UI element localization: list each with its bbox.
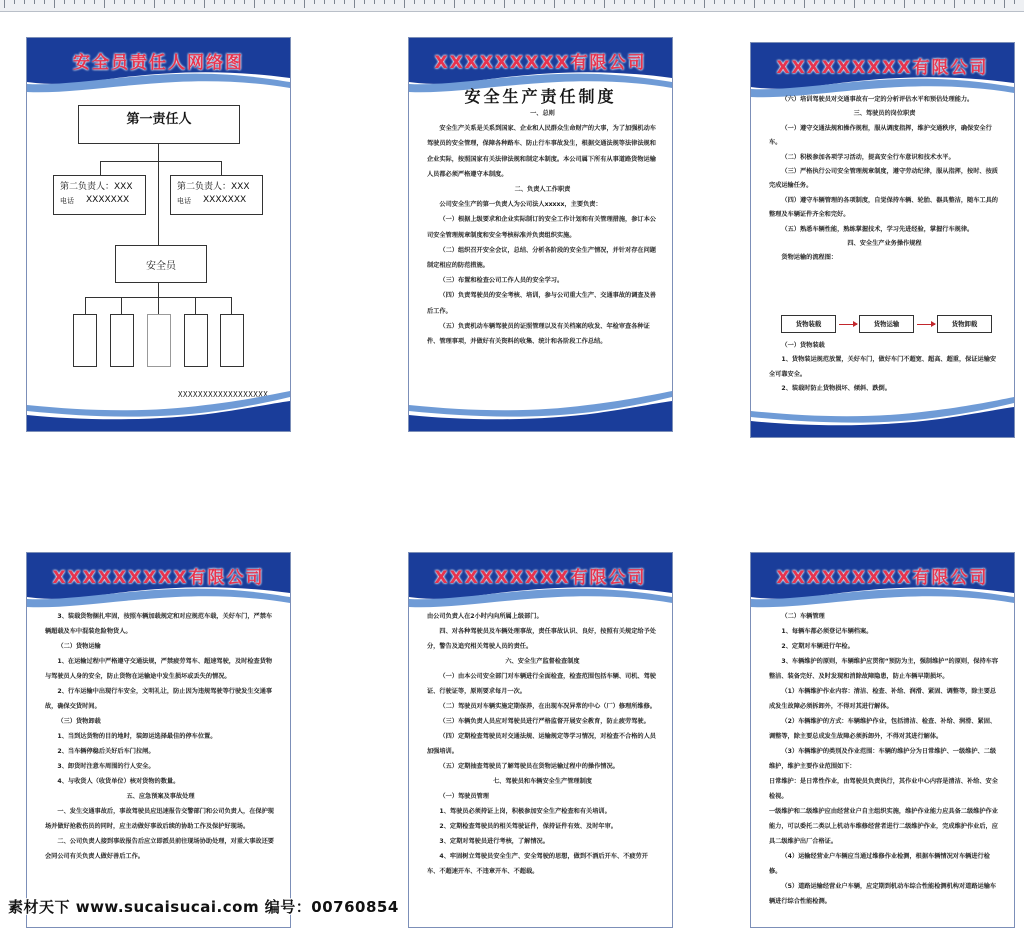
paragraph: 2、当车辆停稳后关好后车门拉闸。 <box>57 748 155 755</box>
paragraph: （五）负责机动车辆驾驶员的证照管理以及有关档案的收发、年检审查各种证件、管理事项，并做好有关资料的收集、统计和各阶段工作总结。 <box>427 322 650 346</box>
member-box <box>184 314 208 367</box>
ruler-tick <box>1004 0 1005 8</box>
ruler-tick <box>404 0 405 8</box>
ruler-tick <box>514 0 515 4</box>
ruler-tick <box>544 0 545 4</box>
paragraph: 2、装载时防止货物损坏、倾斜、跌倒。 <box>781 385 891 393</box>
connector-line <box>195 297 196 314</box>
paragraph: 3、装载货物捆扎牢固，按照车辆加载规定和对应规范车载，关好车门，严禁车辆超载及车中混装危险物货人。 <box>45 613 273 635</box>
ruler-tick <box>234 0 235 4</box>
paragraph: 一级维护和二级维护应由经营业户自主组织实施，维护作业能力应具备二级维护作业能力，可以委托二类以上机动车维修经营者进行二级维护作业，完成维护作业后，应具二级维护出厂合格证。 <box>769 808 998 845</box>
ruler-tick <box>994 0 995 4</box>
flow-arrow <box>839 324 857 325</box>
paragraph: （4）运输经营业户车辆应当通过维修作业检测，根据车辆情况对车辆进行检修。 <box>769 853 990 875</box>
body-text <box>769 339 1000 397</box>
ruler-tick <box>334 0 335 4</box>
paragraph: （六）培训驾驶员对交通事故有一定的分析评估水平和预估处理能力。 <box>781 96 974 103</box>
footer-band <box>409 385 672 431</box>
paragraph: （三）货物卸载 <box>57 718 101 725</box>
panel-transport-rules <box>26 552 291 928</box>
flow-arrow <box>917 324 935 325</box>
paragraph: （四）定期检查驾驶员对交通法规、运输规定等学习情况，对检查不合格的人员加强培训。 <box>427 733 656 755</box>
ruler-tick <box>414 0 415 4</box>
ruler-tick <box>834 0 835 4</box>
ruler-tick <box>134 0 135 4</box>
ruler-tick <box>624 0 625 4</box>
panel-driver-duties <box>750 42 1015 438</box>
ruler-tick <box>684 0 685 4</box>
ruler-tick <box>594 0 595 4</box>
ruler-tick <box>854 0 855 8</box>
deputy-left-name: 第二负责人：XXX <box>60 182 133 192</box>
paragraph: 1、每辆车都必须登记车辆档案。 <box>781 628 873 635</box>
paragraph: 公司安全生产的第一负责人为公司法人xxxxx，主要负责： <box>439 201 602 209</box>
connector-line <box>231 297 232 314</box>
paragraph: （三）严格执行公司安全管理规章制度，遵守劳动纪律，服从指挥，按时、按质完成运输任务。 <box>769 168 998 190</box>
deputy-right-phone: XXXXXXX <box>203 195 247 205</box>
ruler-tick <box>734 0 735 4</box>
ruler-tick <box>814 0 815 4</box>
watermark-text: 素材天下 www.sucaisucai.com 编号：00760854 <box>8 898 399 916</box>
ruler-tick <box>654 0 655 8</box>
body-text <box>45 609 276 864</box>
paragraph: 三、驾驶员的岗位职责 <box>853 110 916 118</box>
flow-step-transport: 货物运输 <box>859 315 914 333</box>
paragraph: （四）负责驾驶员的安全考核、培训，参与公司重大生产、交通事故的调查及善后工作。 <box>427 292 656 315</box>
ruler-tick <box>14 0 15 4</box>
ruler-tick <box>674 0 675 4</box>
paragraph: （四）遵守车辆管理的各项制度，自觉保持车辆、轮胎、器具整洁，随车工具的整理及车辆证件齐全和完好。 <box>769 196 998 219</box>
member-box <box>110 314 134 367</box>
ruler-tick <box>754 0 755 8</box>
paragraph: （二）货物运输 <box>57 643 101 650</box>
footer-band <box>751 391 1014 437</box>
paragraph: 1、货物装运规范放置，关好车门，做好车门不超宽、超高、超重，保证运输安全可靠安全。 <box>769 356 997 378</box>
paragraph: 四、对各种驾驶员及车辆处理事故，责任事故认识、良好，按照有关规定给予处分，警告及追究相关驾驶人员的责任。 <box>427 628 656 650</box>
ruler-tick <box>874 0 875 4</box>
paragraph: （二）组织召开安全会议，总结、分析各阶段的安全生产情况，并针对存在问题制定相应的防范措施。 <box>427 246 656 270</box>
ruler-tick <box>54 0 55 8</box>
panel-title: XXXXXXXXX有限公司 <box>52 568 265 588</box>
ruler-tick <box>704 0 705 8</box>
ruler-tick <box>564 0 565 4</box>
ruler-tick <box>84 0 85 4</box>
paragraph: 七、驾驶员和车辆安全生产管理制度 <box>493 778 592 785</box>
connector-line <box>121 297 122 314</box>
ruler-tick <box>294 0 295 4</box>
panel-responsibility-system <box>408 37 673 432</box>
paragraph: （二）车辆管理 <box>781 613 825 620</box>
footer-band <box>27 385 290 431</box>
paragraph: 二、负责人工作职责 <box>514 186 571 194</box>
deputy-left-phone: XXXXXXX <box>86 195 130 205</box>
ruler-tick <box>394 0 395 4</box>
connector-line <box>158 144 159 162</box>
ruler-tick <box>884 0 885 4</box>
panel-title: 安全员责任人网络图 <box>73 53 244 73</box>
ruler-tick <box>694 0 695 4</box>
paragraph: （一）驾驶员管理 <box>439 793 489 800</box>
ruler-tick <box>24 0 25 4</box>
ruler-tick <box>574 0 575 4</box>
member-box <box>147 314 171 367</box>
ruler-tick <box>274 0 275 4</box>
ruler-tick <box>954 0 955 8</box>
panel-title: XXXXXXXXX有限公司 <box>776 568 989 588</box>
ruler-tick <box>354 0 355 8</box>
ruler-tick <box>374 0 375 4</box>
ruler-tick <box>214 0 215 4</box>
ruler-tick <box>724 0 725 4</box>
ruler-tick <box>924 0 925 4</box>
ruler-tick <box>224 0 225 4</box>
ruler-tick <box>604 0 605 8</box>
ruler-tick <box>324 0 325 4</box>
ruler-tick <box>44 0 45 4</box>
ruler-tick <box>144 0 145 4</box>
ruler-tick <box>774 0 775 4</box>
ruler-tick <box>114 0 115 4</box>
paragraph: 1、在运输过程中严格遵守交通法规，严禁疲劳驾车、超速驾驶，及时检查货物与驾驶员人身的安全，防止货物在运输途中发生损坏或丢失的情况。 <box>45 658 273 680</box>
panel-safety-network <box>26 37 291 432</box>
ruler-tick <box>164 0 165 4</box>
panel-title: XXXXXXXXX有限公司 <box>776 58 989 78</box>
paragraph: 2、定期检查驾驶员的相关驾驶证件，保持证件有效、及时年审。 <box>439 823 617 830</box>
paragraph: （三）布置和检查公司工作人员的安全学习。 <box>439 277 564 285</box>
ruler-tick <box>534 0 535 4</box>
paragraph: 安全生产关系是关系到国家、企业和人民群众生命财产的大事，为了加强机动车驾驶员的安全管理，保障各种路车、防止行车事故发生，根据交通法规等法律法规和企业实际，按照国家有关法律法规和制定本制度。本公司属下所有从事道路货物运输人员都必须严格遵守本制度。 <box>427 125 656 178</box>
ruler-tick <box>744 0 745 4</box>
ruler-tick <box>204 0 205 8</box>
ruler-tick <box>664 0 665 4</box>
ruler-tick <box>34 0 35 4</box>
connector-line <box>100 161 222 162</box>
paragraph: （一）由本公司安全部门对车辆进行全面检查，检查范围包括车辆、司机、驾驶证、行驶证等，原则要求每月一次。 <box>427 673 656 695</box>
paragraph: 一、发生交通事故后，事故驾驶员应迅速报告交警部门和公司负责人，在保护现场并做好抢救伤员的同时，应主动做好事故后续的协助工作及保护好现场。 <box>45 808 274 830</box>
paragraph: （一）根据上级要求和企业实际制订的安全工作计划和有关管理措施，参订本公司安全管理规章制度和安全考核标准并负责组织实施。 <box>427 216 656 239</box>
ruler-tick <box>104 0 105 8</box>
ruler-tick <box>244 0 245 4</box>
paragraph: （五）定期抽查驾驶员了解驾驶员在货物运输过程中的操作情况。 <box>439 763 619 770</box>
body-text <box>427 609 658 879</box>
deputy-right-phone-label: 电话 <box>177 197 191 205</box>
ruler-tick <box>764 0 765 4</box>
ruler-tick <box>934 0 935 4</box>
paragraph: （二）积极参加各项学习活动，提高安全行车意识和技术水平。 <box>781 153 955 161</box>
ruler-tick <box>824 0 825 4</box>
ruler-tick <box>64 0 65 4</box>
panel-title: XXXXXXXXX有限公司 <box>434 53 647 73</box>
ruler-tick <box>584 0 585 4</box>
paragraph: 4、牢固树立驾驶员安全生产、安全驾驶的思想，做到不酒后开车、不疲劳开车、不超速开车、不违章开车、不超载。 <box>427 853 648 875</box>
ruler-tick <box>344 0 345 4</box>
footer-code: XXXXXXXXXXXXXXXXXX <box>178 390 269 399</box>
paragraph: 3、定期对驾驶员进行考核，了解情况。 <box>439 838 549 845</box>
ruler-tick <box>74 0 75 4</box>
ruler-tick <box>464 0 465 4</box>
ruler-tick <box>174 0 175 4</box>
flow-step-unload: 货物卸载 <box>937 315 992 333</box>
paragraph: （3）车辆维护的类别及作业范围：车辆的维护分为日常维护、一级维护、二级维护，维护主要作业范围如下： <box>769 748 997 770</box>
paragraph: （五）熟悉车辆性能，熟练掌握技术，学习先进经验，掌握行车规律。 <box>781 225 974 233</box>
ruler-tick <box>484 0 485 4</box>
flow-step-load: 货物装载 <box>781 315 836 333</box>
ruler-tick <box>314 0 315 4</box>
ruler-tick <box>974 0 975 4</box>
ruler-tick <box>804 0 805 8</box>
connector-line <box>85 297 86 314</box>
ruler-tick <box>434 0 435 4</box>
connector-line <box>158 297 159 314</box>
paragraph: 一、总则 <box>530 110 555 117</box>
ruler-tick <box>714 0 715 4</box>
ruler-tick <box>634 0 635 4</box>
top-ruler <box>0 0 1024 12</box>
ruler-tick <box>364 0 365 4</box>
ruler-tick <box>254 0 255 8</box>
paragraph: 二、公司负责人接到事故报告后应立即派员前往现场协助处理，对重大事故还要会同公司有关负责人做好善后工作。 <box>45 838 274 860</box>
member-box <box>220 314 244 367</box>
ruler-tick <box>614 0 615 4</box>
ruler-tick <box>1014 0 1015 4</box>
panel-vehicle-management <box>750 552 1015 928</box>
ruler-tick <box>914 0 915 4</box>
paragraph: 2、定期对车辆进行年检。 <box>781 643 854 650</box>
paragraph: 货物运输的流程图： <box>781 254 838 262</box>
ruler-tick <box>264 0 265 4</box>
body-text <box>769 93 1000 266</box>
ruler-tick <box>844 0 845 4</box>
connector-line <box>100 161 101 175</box>
connector-line <box>158 283 159 298</box>
paragraph: 六、安全生产监督检查制度 <box>505 658 580 665</box>
paragraph: 1、驾驶员必须持证上岗，积极参加安全生产检查和有关培训。 <box>439 808 611 815</box>
paragraph: （1）车辆维护作业内容：清洁、检查、补给、润滑、紧固、调整等，除主要总成发生故障必须拆卸外，不得对其进行解体。 <box>769 688 997 710</box>
ruler-tick <box>504 0 505 8</box>
ruler-tick <box>644 0 645 4</box>
paragraph: 4、与收货人（收货单位）核对货物的数量。 <box>57 778 180 785</box>
ruler-tick <box>894 0 895 4</box>
ruler-tick <box>4 0 5 8</box>
member-box <box>73 314 97 367</box>
ruler-tick <box>964 0 965 4</box>
paragraph: 2、行车运输中出现行车安全，文明礼让，防止因为违规驾驶等行驶发生交通事故，确保交货时间。 <box>45 688 273 710</box>
paragraph: （一）遵守交通法规和操作规程，服从调度指挥，维护交通秩序，确保安全行车。 <box>769 124 992 147</box>
paragraph: （2）车辆维护的方式：车辆维护作业，包括清洁、检查、补给、润滑、紧固、调整等，除主要总成发生故障必须拆卸外，不得对其进行解体。 <box>769 718 997 740</box>
deputy-right-name: 第二负责人：XXX <box>177 182 250 192</box>
connector-line <box>158 161 159 245</box>
ruler-tick <box>304 0 305 8</box>
paragraph: 五、应急预案及事故处理 <box>126 793 195 800</box>
ruler-tick <box>984 0 985 4</box>
panel-title: XXXXXXXXX有限公司 <box>434 568 647 588</box>
chief-label: 第一责任人 <box>126 112 192 127</box>
body-text <box>769 609 1000 909</box>
ruler-tick <box>784 0 785 4</box>
ruler-tick <box>794 0 795 4</box>
connector-line <box>221 161 222 175</box>
paragraph: （三）车辆负责人员应对驾驶员进行严格监督开展安全教育，防止疲劳驾驶。 <box>439 718 650 725</box>
ruler-tick <box>154 0 155 8</box>
ruler-tick <box>494 0 495 4</box>
paragraph: （一）货物装载 <box>781 342 825 349</box>
safety-officer-label: 安全员 <box>146 261 176 272</box>
ruler-tick <box>524 0 525 4</box>
paragraph: 3、卸货时注意车周围的行人安全。 <box>57 763 155 770</box>
ruler-tick <box>554 0 555 8</box>
ruler-tick <box>194 0 195 4</box>
ruler-tick <box>184 0 185 4</box>
paragraph: 1、当到达货物的目的地时，装卸运选择最佳的停车位置。 <box>57 733 217 740</box>
ruler-tick <box>284 0 285 4</box>
panel-supervision-rules <box>408 552 673 928</box>
document-heading: 安全生产责任制度 <box>464 87 617 106</box>
paragraph: （5）道路运输经营业户车辆，应定期到机动车综合性能检测机构对道路运输车辆进行综合性能检测。 <box>769 883 997 905</box>
paragraph: 由公司负责人在2小时内向所属上级部门。 <box>427 613 543 620</box>
paragraph: 四、安全生产业务操作规程 <box>847 240 922 248</box>
deputy-left-phone-label: 电话 <box>60 197 74 205</box>
ruler-tick <box>124 0 125 4</box>
ruler-tick <box>454 0 455 8</box>
paragraph: （二）驾驶员对车辆实施定期保养，在出现车况异常的中心（厂）修理所维修。 <box>439 703 656 710</box>
ruler-tick <box>444 0 445 4</box>
paragraph: 日常维护：是日常性作业，由驾驶员负责执行，其作业中心内容是清洁、补给、安全检视。 <box>769 778 998 800</box>
body-text <box>427 106 658 349</box>
ruler-tick <box>384 0 385 4</box>
ruler-tick <box>474 0 475 4</box>
ruler-tick <box>904 0 905 8</box>
ruler-tick <box>944 0 945 4</box>
ruler-tick <box>424 0 425 4</box>
ruler-tick <box>94 0 95 4</box>
ruler-tick <box>864 0 865 4</box>
paragraph: 3、车辆维护的原则，车辆维护应贯彻“预防为主，强制维护”的原则，保持车容整洁、装备完好、及时发现和消除故障隐患，防止车辆早期损坏。 <box>769 658 999 680</box>
